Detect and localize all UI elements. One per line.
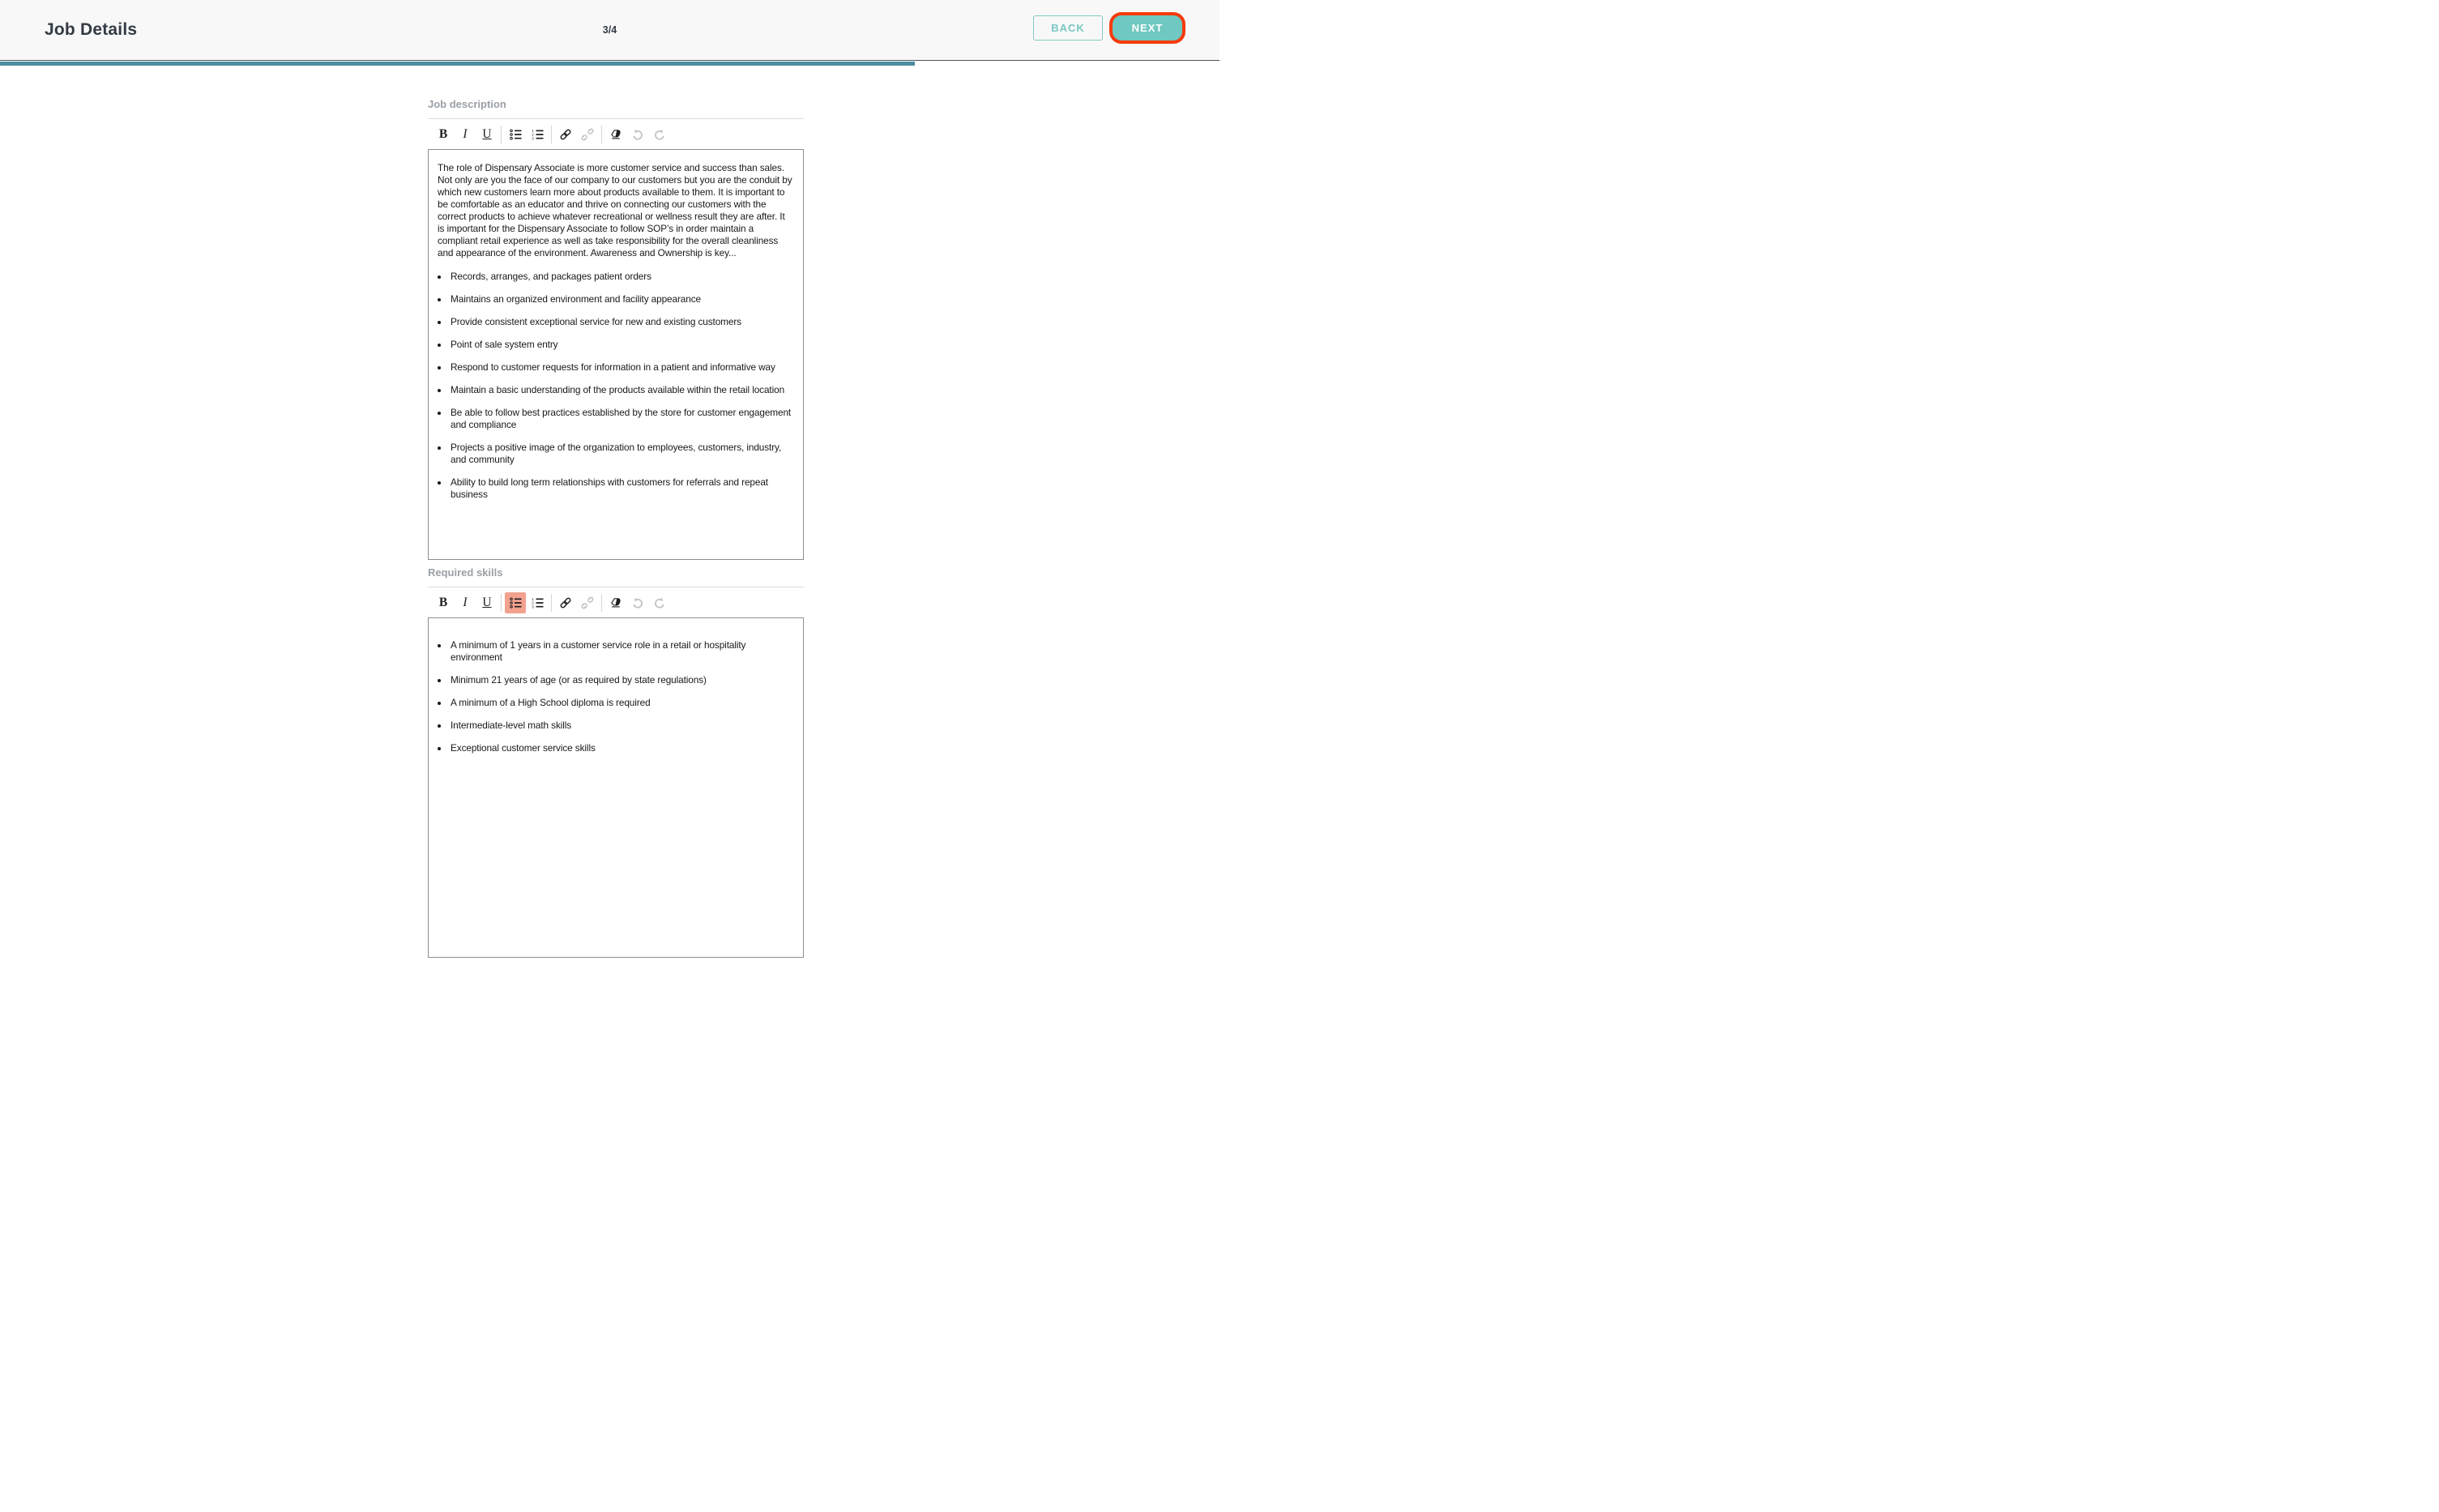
ordered-list-button[interactable] (527, 124, 548, 145)
toolbar-separator (551, 594, 552, 612)
page-title: Job Details (45, 20, 138, 39)
underline-button[interactable]: U (476, 124, 498, 145)
link-icon (559, 596, 572, 609)
required-skills-bullet-list (438, 639, 794, 754)
toolbar-separator (601, 594, 602, 612)
toolbar-separator (501, 594, 502, 612)
remove-link-button[interactable] (577, 124, 598, 145)
list-item: • Intermediate-level math skills (449, 720, 794, 732)
job-description-field (428, 98, 804, 560)
unordered-list-button[interactable] (505, 124, 526, 145)
redo-button[interactable] (649, 124, 670, 145)
svg-text:3: 3 (531, 135, 534, 140)
job-description-editor[interactable] (428, 149, 804, 560)
undo-icon (631, 128, 644, 141)
eraser-icon (609, 596, 622, 609)
toolbar-separator (601, 126, 602, 143)
unordered-list-button-active[interactable] (505, 592, 526, 613)
header-actions (1033, 15, 1182, 41)
list-item: • A minimum of 1 years in a customer service role in a retail or hospitality environment (449, 639, 794, 664)
redo-button[interactable] (649, 592, 670, 613)
back-button[interactable]: BACK (1033, 15, 1103, 41)
list-item: • Provide consistent exceptional service for new and existing customers (449, 316, 794, 328)
clear-formatting-button[interactable] (605, 592, 626, 613)
unlink-icon (581, 128, 594, 141)
redo-icon (653, 596, 666, 609)
undo-button[interactable] (627, 592, 648, 613)
bold-button[interactable]: B (433, 124, 454, 145)
toolbar-separator (501, 126, 502, 143)
redo-icon (653, 128, 666, 141)
list-item: • Maintain a basic understanding of the products available within the retail location (449, 384, 794, 396)
job-description-label: Job description (428, 98, 804, 119)
bold-button[interactable]: B (433, 592, 454, 613)
header (0, 0, 1220, 61)
eraser-icon (609, 128, 622, 141)
required-skills-field (428, 566, 804, 958)
list-item: • Records, arranges, and packages patient orders (449, 271, 794, 283)
svg-text:2: 2 (531, 132, 534, 137)
remove-link-button[interactable] (577, 592, 598, 613)
step-indicator: 3/4 (602, 24, 617, 36)
insert-link-button[interactable] (555, 592, 576, 613)
list-item: • Minimum 21 years of age (or as required by state regulations) (449, 674, 794, 686)
required-skills-editor[interactable] (428, 617, 804, 958)
next-button-wrap (1113, 15, 1182, 41)
list-item: • Respond to customer requests for information in a patient and informative way (449, 361, 794, 374)
job-description-paragraph: The role of Dispensary Associate is more customer service and success than sales. Not only are you the face of our company to our customers but you are the conduit by which new customers learn more about products available to them. It is important to be comfortable as an educator and thrive on connecting our customers with the correct products to achieve whatever recreational or wellness result they are after. It is important for the Dispensary Associate to follow SOP’s in order maintain a compliant retail experience as well as take responsibility for the overall cleanliness and appearance of the environment. Awareness and Ownership is key... (438, 162, 792, 258)
link-icon (559, 128, 572, 141)
list-item: • Maintains an organized environment and facility appearance (449, 293, 794, 305)
toolbar-separator (551, 126, 552, 143)
progress-fill (0, 62, 915, 66)
clear-formatting-button[interactable] (605, 124, 626, 145)
list-item: • A minimum of a High School diploma is required (449, 697, 794, 709)
svg-text:1: 1 (531, 128, 534, 133)
undo-icon (631, 596, 644, 609)
list-item: • Exceptional customer service skills (449, 742, 794, 754)
list-item: • Be able to follow best practices established by the store for customer engagement and compliance (449, 407, 794, 431)
job-description-bullet-list (438, 271, 794, 501)
italic-button[interactable]: I (455, 124, 476, 145)
unordered-list-icon (510, 129, 522, 140)
ordered-list-icon (532, 597, 544, 609)
unordered-list-icon (510, 597, 522, 609)
ordered-list-button[interactable] (527, 592, 548, 613)
ordered-list-icon (532, 129, 544, 140)
unlink-icon (581, 596, 594, 609)
underline-button[interactable]: U (476, 592, 498, 613)
list-item: • Point of sale system entry (449, 339, 794, 351)
list-item: • Ability to build long term relationships with customers for referrals and repeat business (449, 476, 794, 501)
undo-button[interactable] (627, 124, 648, 145)
next-button[interactable]: NEXT (1113, 15, 1182, 41)
insert-link-button[interactable] (555, 124, 576, 145)
list-item: • Projects a positive image of the organization to employees, customers, industry, and community (449, 442, 794, 466)
progress-bar (0, 62, 1220, 66)
job-description-toolbar (428, 119, 804, 149)
svg-text:3: 3 (531, 604, 534, 609)
italic-button[interactable]: I (455, 592, 476, 613)
svg-text:2: 2 (531, 600, 534, 605)
required-skills-label: Required skills (428, 566, 804, 587)
required-skills-toolbar (428, 587, 804, 617)
svg-text:1: 1 (531, 596, 534, 601)
